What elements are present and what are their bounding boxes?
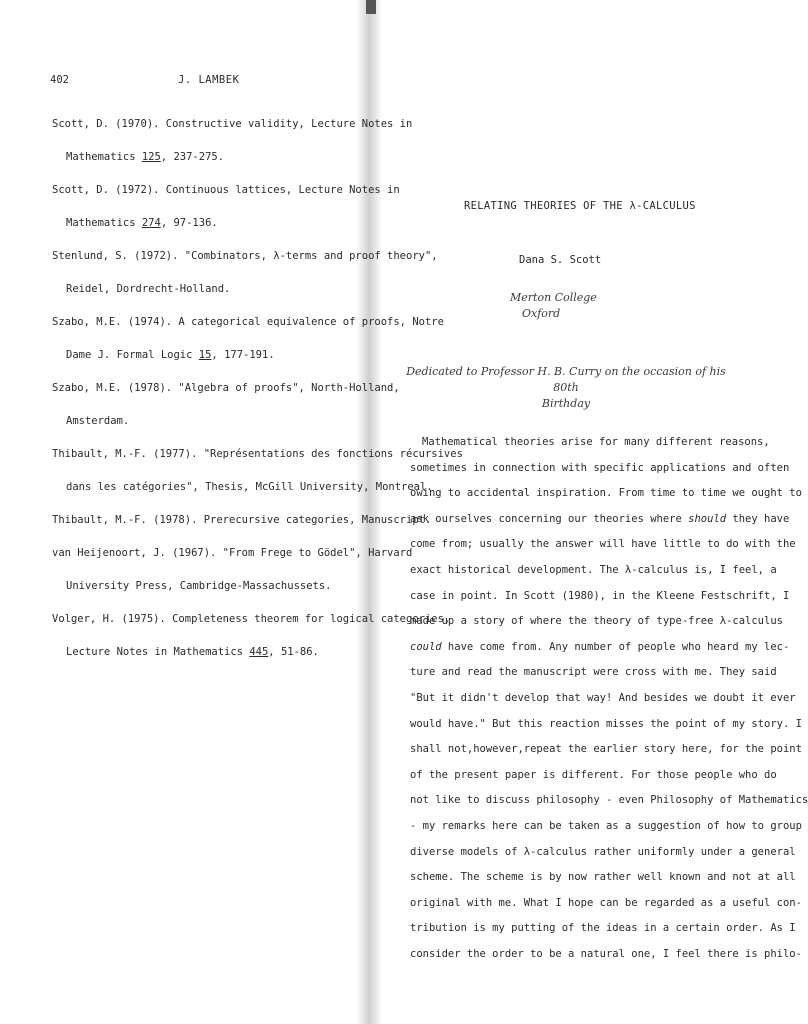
reference-line bbox=[52, 378, 400, 411]
text-segment: "But it didn't develop that way! And besides we doubt it ever bbox=[410, 691, 796, 704]
underlined-volume: 15 bbox=[198, 349, 212, 361]
text-segment: Mathematics bbox=[66, 217, 142, 229]
page-number: 402 bbox=[50, 74, 69, 86]
text-segment: Lecture Notes in Mathematics bbox=[66, 646, 250, 658]
text-segment: Scott, D. (1970). Constructive validity, Lecture Notes in bbox=[52, 118, 413, 130]
text-segment: ask ourselves concerning our theories where bbox=[410, 512, 689, 525]
italic-word: could bbox=[410, 640, 442, 653]
body-line bbox=[410, 432, 770, 458]
reference-entry bbox=[52, 180, 400, 246]
reference-entry bbox=[52, 378, 400, 444]
text-segment: of the present paper is different. For those people who do bbox=[410, 768, 777, 781]
text-segment: have come from. Any number of people who heard my lec- bbox=[441, 640, 790, 653]
body-line bbox=[410, 483, 802, 509]
reference-entry bbox=[52, 114, 413, 180]
book-gutter bbox=[356, 0, 382, 1024]
reference-line bbox=[52, 312, 444, 345]
text-segment: Szabo, M.E. (1978). "Algebra of proofs", North-Holland, bbox=[52, 382, 400, 394]
text-segment: consider the order to be a natural one, I feel there is philo- bbox=[410, 947, 802, 960]
text-segment: sometimes in connection with specific applications and often bbox=[410, 461, 790, 474]
body-line bbox=[410, 688, 796, 714]
reference-line bbox=[52, 147, 352, 180]
body-line bbox=[410, 790, 808, 816]
reference-line bbox=[52, 213, 352, 246]
body-line bbox=[410, 662, 777, 688]
body-line bbox=[410, 586, 790, 612]
body-line bbox=[410, 842, 796, 868]
text-segment: University Press, Cambridge-Massachussets. bbox=[66, 580, 332, 592]
text-segment: Mathematical theories arise for many different reasons, bbox=[422, 436, 770, 448]
text-segment: case in point. In Scott (1980), in the Kleene Festschrift, I bbox=[410, 589, 790, 602]
reference-line bbox=[52, 114, 413, 147]
running-title: J. LAMBEK bbox=[178, 74, 240, 86]
author-name: Dana S. Scott bbox=[519, 254, 602, 266]
text-segment: original with me. What I hope can be regarded as a useful con- bbox=[410, 896, 802, 909]
text-segment: Thibault, M.-F. (1977). "Représentations des fonctions récursives bbox=[52, 448, 463, 460]
text-segment: exact historical development. The λ-calculus is, I feel, a bbox=[410, 563, 777, 576]
text-segment: made up a story of where the theory of type-free λ-calculus bbox=[410, 615, 783, 628]
text-segment: ture and read the manuscript were cross with me. They said bbox=[410, 666, 777, 679]
body-line bbox=[410, 611, 783, 637]
affiliation bbox=[510, 290, 597, 322]
reference-line bbox=[52, 411, 352, 444]
text-segment: tribution is my putting of the ideas in a certain order. As I bbox=[410, 922, 796, 935]
right-page bbox=[382, 0, 808, 1024]
paper-title: RELATING THEORIES OF THE λ-CALCULUS bbox=[464, 200, 696, 212]
running-head bbox=[50, 74, 340, 90]
body-line bbox=[410, 509, 790, 535]
reference-line bbox=[52, 609, 451, 642]
italic-word: should bbox=[688, 512, 727, 525]
reference-line bbox=[52, 345, 352, 378]
text-segment: , 51-86. bbox=[268, 646, 319, 658]
body-line bbox=[410, 918, 796, 944]
reference-entry bbox=[52, 312, 444, 378]
text-segment: Reidel, Dordrecht-Holland. bbox=[66, 283, 231, 295]
reference-entry bbox=[52, 510, 432, 543]
body-line bbox=[410, 560, 777, 586]
reference-line bbox=[52, 576, 352, 609]
body-line bbox=[410, 816, 802, 842]
text-segment: Stenlund, S. (1972). "Combinators, λ-terms and proof theory", bbox=[52, 250, 438, 262]
text-segment: dans les catégories", Thesis, McGill University, Montreal. bbox=[66, 481, 433, 493]
reference-entry bbox=[52, 543, 413, 609]
text-segment: Amsterdam. bbox=[66, 415, 130, 427]
reference-line bbox=[52, 510, 432, 543]
body-line bbox=[410, 739, 802, 765]
text-segment: diverse models of λ-calculus rather uniformly under a general bbox=[410, 845, 796, 858]
body-line bbox=[410, 867, 796, 893]
text-segment: Szabo, M.E. (1974). A categorical equivalence of proofs, Notre bbox=[52, 316, 444, 328]
reference-entry bbox=[52, 444, 463, 510]
body-line bbox=[410, 637, 790, 663]
reference-line bbox=[52, 543, 413, 576]
underlined-volume: 274 bbox=[141, 217, 161, 229]
body-line bbox=[410, 714, 802, 740]
text-segment: not like to discuss philosophy - even Philosophy of Mathematics bbox=[410, 794, 808, 807]
reference-line bbox=[52, 444, 463, 477]
text-segment: would have." But this reaction misses the point of my story. I bbox=[410, 717, 802, 730]
binding-mark bbox=[366, 0, 376, 14]
reference-line bbox=[52, 246, 438, 279]
text-segment: Mathematics bbox=[66, 151, 142, 163]
reference-line bbox=[52, 279, 352, 312]
text-segment: - my remarks here can be taken as a suggestion of how to group bbox=[410, 819, 802, 832]
reference-entry bbox=[52, 246, 438, 312]
text-segment: Scott, D. (1972). Continuous lattices, Lecture Notes in bbox=[52, 184, 400, 196]
body-line bbox=[410, 765, 777, 791]
text-segment: Volger, H. (1975). Completeness theorem for logical categories, bbox=[52, 613, 451, 625]
affiliation-college: Merton College bbox=[510, 291, 597, 304]
dedication bbox=[406, 364, 726, 412]
body-text bbox=[410, 432, 808, 969]
text-segment: owing to accidental inspiration. From time to time we ought to bbox=[410, 487, 802, 500]
text-segment: scheme. The scheme is by now rather well known and not at all bbox=[410, 871, 796, 884]
reference-line bbox=[52, 477, 433, 510]
affiliation-city: Oxford bbox=[522, 307, 561, 320]
body-line bbox=[410, 534, 796, 560]
underlined-volume: 445 bbox=[249, 646, 269, 658]
reference-line bbox=[52, 642, 352, 675]
text-segment: , 97-136. bbox=[160, 217, 218, 229]
text-segment: , 237-275. bbox=[160, 151, 225, 163]
dedication-line: Birthday bbox=[541, 397, 591, 410]
text-segment: come from; usually the answer will have little to do with the bbox=[410, 538, 796, 551]
underlined-volume: 125 bbox=[141, 151, 161, 163]
text-segment: Dame J. Formal Logic bbox=[66, 349, 199, 361]
text-segment: shall not,however,repeat the earlier story here, for the point bbox=[410, 743, 802, 756]
body-line bbox=[410, 458, 790, 484]
text-segment: they have bbox=[726, 512, 790, 525]
body-line bbox=[410, 944, 802, 970]
dedication-line: Dedicated to Professor H. B. Curry on the occasion of his 80th bbox=[406, 365, 726, 394]
reference-line bbox=[52, 180, 400, 213]
text-segment: van Heijenoort, J. (1967). "From Frege to Gödel", Harvard bbox=[52, 547, 413, 559]
text-segment: , 177-191. bbox=[211, 349, 275, 361]
text-segment: Thibault, M.-F. (1978). Prerecursive categories, Manuscript. bbox=[52, 514, 432, 526]
body-line bbox=[410, 893, 802, 919]
